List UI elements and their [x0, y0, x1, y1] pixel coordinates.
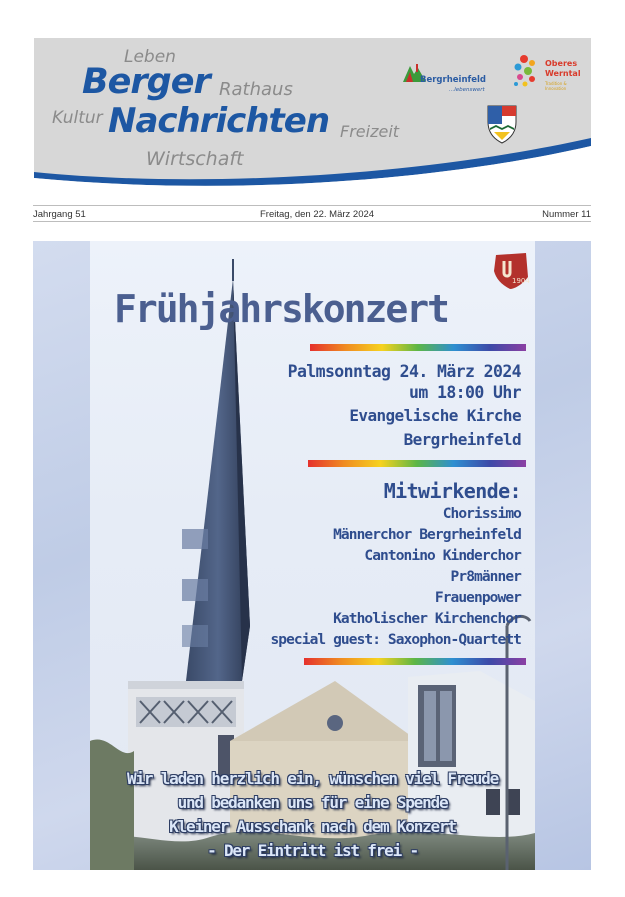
oberes-werntal-logo-line2: Werntal: [545, 69, 581, 78]
performer-item: Cantonino Kinderchor: [364, 548, 521, 564]
poster-venue: Evangelische Kirche: [349, 406, 521, 425]
choir-badge-icon: [492, 251, 530, 291]
issue-info-bar: [33, 205, 591, 222]
oberes-werntal-logo-tagline: Tradition & Innovation: [545, 81, 567, 91]
performer-item: Chorissimo: [442, 506, 521, 522]
coat-of-arms-icon: [486, 104, 518, 144]
performer-item: Katholischer Kirchenchor: [333, 611, 521, 627]
masthead: [34, 38, 591, 186]
issue-number: Nummer 11: [542, 209, 591, 220]
concert-poster: [90, 241, 535, 870]
issue-volume: Jahrgang 51: [33, 209, 86, 220]
oberes-werntal-logo-icon: [510, 51, 544, 95]
masthead-word-rathaus: Rathaus: [219, 79, 293, 100]
performer-item: Frauenpower: [434, 590, 521, 606]
bergrheinfeld-logo-tagline: ...lebenswert: [449, 87, 485, 93]
oberes-werntal-logo-line1: Oberes: [545, 59, 578, 68]
performer-item: Männerchor Bergrheinfeld: [333, 527, 521, 543]
issue-date: Freitag, den 22. März 2024: [260, 209, 375, 220]
performers-heading: Mitwirkende:: [383, 479, 521, 503]
masthead-title-berger: Berger: [82, 62, 210, 102]
poster-footer-line: und bedanken uns für eine Spende: [177, 793, 448, 812]
poster-title: Frühjahrskonzert: [114, 287, 449, 331]
masthead-title-nachrichten: Nachrichten: [108, 101, 330, 141]
rainbow-divider: [304, 658, 526, 665]
performer-item: special guest: Saxophon-Quartett: [270, 632, 521, 648]
poster-footer-line: Wir laden herzlich ein, wünschen viel Freude: [126, 769, 499, 788]
poster-footer-line: - Der Eintritt ist frei -: [207, 841, 418, 860]
poster-time: um 18:00 Uhr: [408, 383, 521, 402]
performer-item: Pr8männer: [450, 569, 521, 585]
rainbow-divider: [310, 344, 526, 351]
bergrheinfeld-logo: [400, 56, 510, 96]
choir-badge-year: 1904: [512, 277, 530, 285]
masthead-word-freizeit: Freizeit: [340, 122, 400, 141]
rainbow-divider: [308, 460, 526, 467]
poster-footer-line: Kleiner Ausschank nach dem Konzert: [169, 817, 456, 836]
poster-date: Palmsonntag 24. März 2024: [287, 362, 521, 381]
oberes-werntal-logo: [510, 49, 586, 97]
masthead-word-wirtschaft: Wirtschaft: [146, 148, 244, 170]
masthead-word-leben: Leben: [124, 47, 176, 67]
bergrheinfeld-logo-name: Bergrheinfeld: [420, 75, 486, 85]
masthead-word-kultur: Kultur: [52, 108, 103, 128]
poster-place: Bergrheinfeld: [403, 430, 521, 449]
